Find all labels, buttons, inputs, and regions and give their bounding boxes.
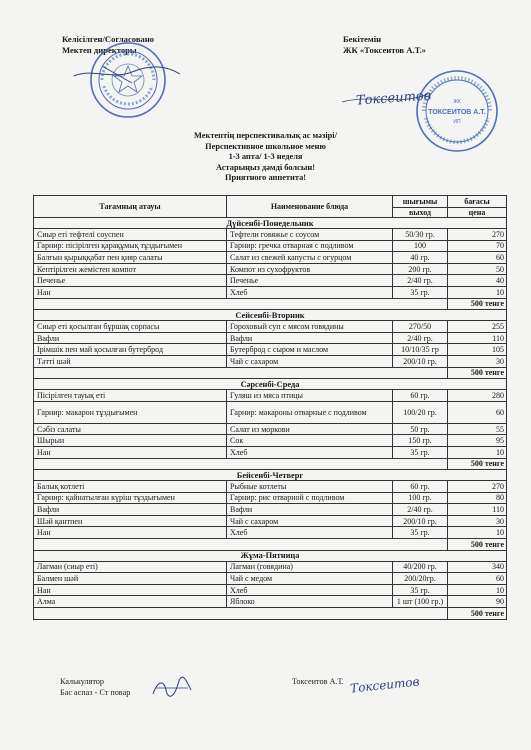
approval-block-right <box>343 34 426 56</box>
day-total-row <box>34 367 507 379</box>
day-header-row <box>34 550 507 561</box>
dish-price: 80 <box>448 492 507 504</box>
dish-portion: 60 гр. <box>393 390 448 402</box>
dish-portion: 2/40 гр. <box>393 275 448 287</box>
dish-name-kz: Гарнир: қайнатылған күріш тұздығымен <box>34 492 227 504</box>
day-total-row <box>34 539 507 551</box>
dish-name-ru: Гарнир: макароны отварные с подливом <box>227 401 393 423</box>
dish-name-ru: Компот из сухофруктов <box>227 263 393 275</box>
dish-portion: 200/10 гр. <box>393 355 448 367</box>
menu-row <box>34 332 507 344</box>
menu-row <box>34 401 507 423</box>
dish-price: 270 <box>448 229 507 241</box>
day-header-row <box>34 218 507 229</box>
day-name: Жұма-Пятница <box>34 550 507 561</box>
day-name: Сәрсенбі-Среда <box>34 379 507 390</box>
dish-portion: 35 гр. <box>393 446 448 458</box>
title-week: 1-3 апта/ 1-3 неделя <box>228 152 303 162</box>
dish-name-ru: Печенье <box>227 275 393 287</box>
cook-signature-icon <box>150 676 194 700</box>
dish-name-ru: Чай с медом <box>227 573 393 585</box>
day-total: 500 тенге <box>448 367 507 379</box>
dish-price: 105 <box>448 344 507 356</box>
dish-price: 30 <box>448 515 507 527</box>
dish-portion: 2/40 гр. <box>393 504 448 516</box>
menu-row <box>34 515 507 527</box>
dish-portion: 40 гр. <box>393 252 448 264</box>
menu-title <box>0 131 531 184</box>
total-spacer <box>34 298 448 310</box>
dish-price: 40 <box>448 275 507 287</box>
menu-row <box>34 275 507 287</box>
menu-row <box>34 435 507 447</box>
dish-name-kz: Тәтті шәй <box>34 355 227 367</box>
dish-price: 270 <box>448 481 507 493</box>
dish-portion: 100 гр. <box>393 492 448 504</box>
day-total-row <box>34 458 507 470</box>
menu-row <box>34 481 507 493</box>
dish-name-kz: Вафли <box>34 332 227 344</box>
total-spacer <box>34 367 448 379</box>
dish-name-kz: Шәй қантпен <box>34 515 227 527</box>
dish-name-kz: Лагман (сиыр еті) <box>34 561 227 573</box>
dish-name-ru: Вафли <box>227 504 393 516</box>
total-spacer <box>34 539 448 551</box>
dish-name-ru: Гороховый суп с мясом говядины <box>227 321 393 333</box>
dish-name-ru: Хлеб <box>227 446 393 458</box>
day-total: 500 тенге <box>448 608 507 620</box>
dish-name-ru: Гарнир: рис отварной с подливом <box>227 492 393 504</box>
total-spacer <box>34 608 448 620</box>
approver-signature-text: Токсеитов <box>355 88 432 109</box>
menu-row <box>34 596 507 608</box>
dish-name-ru: Бутерброд с сыром и маслом <box>227 344 393 356</box>
dish-name-kz: Печенье <box>34 275 227 287</box>
director-signature-icon <box>72 58 182 88</box>
title-line-ru: Перспективное школьное меню <box>205 141 326 151</box>
day-header-row <box>34 470 507 481</box>
menu-body <box>34 218 507 620</box>
head-cook-label: Бас аспаз - Ст повар <box>60 687 131 697</box>
dish-portion: 35 гр. <box>393 584 448 596</box>
dish-name-ru: Чай с сахаром <box>227 515 393 527</box>
dish-portion: 100/20 гр. <box>393 401 448 423</box>
total-spacer <box>34 458 448 470</box>
dish-price: 10 <box>448 584 507 596</box>
menu-row <box>34 504 507 516</box>
col-header-price-kz: бағасы <box>448 196 507 208</box>
dish-name-kz: Сиыр еті қосылған бұршақ сорпасы <box>34 321 227 333</box>
dish-portion: 35 гр. <box>393 527 448 539</box>
title-wish-kz: Астарыңыз дәмді болсын! <box>215 162 316 172</box>
agreed-label: Келісілген/Согласовано <box>62 34 155 44</box>
col-header-price-ru: цена <box>448 208 507 218</box>
calculator-label: Калькулятор <box>60 677 104 686</box>
dish-name-kz: Нан <box>34 584 227 596</box>
dish-portion: 50/30 гр. <box>393 229 448 241</box>
footer-signature <box>349 674 420 695</box>
dish-price: 30 <box>448 355 507 367</box>
menu-row <box>34 321 507 333</box>
col-header-ru: Наименование блюда <box>227 196 393 218</box>
dish-name-ru: Рыбные котлеты <box>227 481 393 493</box>
menu-row <box>34 344 507 356</box>
day-header-row <box>34 310 507 321</box>
dish-name-kz: Алма <box>34 596 227 608</box>
dish-name-kz: Кептірілген жемістен компот <box>34 263 227 275</box>
day-name: Сейсенбі-Вторник <box>34 310 507 321</box>
title-wish-ru: Приятного аппетита! <box>224 173 307 183</box>
menu-row <box>34 446 507 458</box>
day-name: Дүйсенбі-Понедельник <box>34 218 507 229</box>
dish-price: 60 <box>448 573 507 585</box>
dish-price: 110 <box>448 504 507 516</box>
day-total: 500 тенге <box>448 298 507 310</box>
dish-portion: 200/20гр. <box>393 573 448 585</box>
dish-name-ru: Чай с сахаром <box>227 355 393 367</box>
dish-name-kz: Нан <box>34 286 227 298</box>
menu-row <box>34 286 507 298</box>
dish-name-ru: Яблоко <box>227 596 393 608</box>
footer-signature-text: Токсеитов <box>349 674 421 696</box>
dish-price: 110 <box>448 332 507 344</box>
dish-name-kz: Гарнир: пісірілген қарақұмық тұздығымен <box>34 240 227 252</box>
dish-price: 10 <box>448 527 507 539</box>
dish-name-kz: Пісірілген тауық еті <box>34 390 227 402</box>
day-total: 500 тенге <box>448 539 507 551</box>
dish-name-kz: Балғын қырыққабат пен қияр салаты <box>34 252 227 264</box>
dish-name-ru: Хлеб <box>227 584 393 596</box>
title-line-kz: Мектептің перспективалық ас мәзірі/ <box>194 131 337 140</box>
dish-name-ru: Салат из свежей капусты с огурцом <box>227 252 393 264</box>
table-header-row <box>34 196 507 208</box>
dish-name-kz: Сәбіз салаты <box>34 423 227 435</box>
dish-price: 340 <box>448 561 507 573</box>
dish-price: 50 <box>448 263 507 275</box>
day-total-row <box>34 298 507 310</box>
dish-name-kz: Нан <box>34 446 227 458</box>
svg-text:ИП: ИП <box>453 119 461 125</box>
dish-price: 60 <box>448 252 507 264</box>
dish-portion: 60 гр. <box>393 481 448 493</box>
dish-price: 255 <box>448 321 507 333</box>
dish-name-kz: Балмен шәй <box>34 573 227 585</box>
svg-text:ЖК: ЖК <box>453 99 461 105</box>
dish-name-ru: Хлеб <box>227 527 393 539</box>
dish-name-ru: Салат из моркови <box>227 423 393 435</box>
dish-price: 60 <box>448 401 507 423</box>
dish-price: 10 <box>448 286 507 298</box>
col-header-kz: Тағамның атауы <box>34 196 227 218</box>
dish-name-ru: Вафли <box>227 332 393 344</box>
dish-price: 90 <box>448 596 507 608</box>
dish-price: 280 <box>448 390 507 402</box>
day-total-row <box>34 608 507 620</box>
dish-price: 55 <box>448 423 507 435</box>
dish-portion: 50 гр. <box>393 423 448 435</box>
dish-portion: 200/10 гр. <box>393 515 448 527</box>
dish-name-ru: Гарнир: гречка отварная с подливом <box>227 240 393 252</box>
menu-row <box>34 423 507 435</box>
menu-row <box>34 573 507 585</box>
approve-label: Бекітемін <box>343 34 382 44</box>
menu-row <box>34 229 507 241</box>
dish-name-kz: Вафли <box>34 504 227 516</box>
col-header-out-kz: шығымы <box>393 196 448 208</box>
dish-portion: 100 <box>393 240 448 252</box>
menu-row <box>34 240 507 252</box>
dish-name-ru: Хлеб <box>227 286 393 298</box>
day-total: 500 тенге <box>448 458 507 470</box>
menu-row <box>34 584 507 596</box>
dish-portion: 35 гр. <box>393 286 448 298</box>
entrepreneur-label: ЖК «Токсеитов А.Т.» <box>343 45 426 55</box>
dish-name-ru: Лагман (говядина) <box>227 561 393 573</box>
menu-row <box>34 355 507 367</box>
menu-table <box>33 195 507 620</box>
col-header-out-ru: выход <box>393 208 448 218</box>
footer-approver-name: Токсеитов А.Т. <box>292 677 344 686</box>
menu-row <box>34 527 507 539</box>
footer-left <box>60 677 130 698</box>
dish-name-ru: Сок <box>227 435 393 447</box>
dish-portion: 270/50 <box>393 321 448 333</box>
menu-row <box>34 252 507 264</box>
approver-underline-icon <box>340 88 430 108</box>
dish-name-kz: Ірімшік пен май қосылған бутерброд <box>34 344 227 356</box>
menu-row <box>34 492 507 504</box>
menu-row <box>34 561 507 573</box>
dish-price: 10 <box>448 446 507 458</box>
menu-row <box>34 390 507 402</box>
dish-name-kz: Сиыр еті тефтелі соуспен <box>34 229 227 241</box>
dish-name-kz: Балық котлеті <box>34 481 227 493</box>
dish-price: 95 <box>448 435 507 447</box>
dish-portion: 1 шт (100 гр.) <box>393 596 448 608</box>
dish-price: 70 <box>448 240 507 252</box>
menu-row <box>34 263 507 275</box>
dish-portion: 200 гр. <box>393 263 448 275</box>
dish-portion: 2/40 гр. <box>393 332 448 344</box>
day-name: Бейсенбі-Четверг <box>34 470 507 481</box>
dish-name-ru: Тефтели говяжье с соусом <box>227 229 393 241</box>
svg-text:ТОКСЕИТОВ А.Т.: ТОКСЕИТОВ А.Т. <box>428 109 486 116</box>
dish-portion: 40/200 гр. <box>393 561 448 573</box>
day-header-row <box>34 379 507 390</box>
dish-portion: 10/10/35 гр <box>393 344 448 356</box>
footer-right <box>292 677 344 686</box>
dish-name-kz: Нан <box>34 527 227 539</box>
dish-name-kz: Гарнир: макарон тұздығымен <box>34 401 227 423</box>
dish-name-ru: Гуляш из мяса птицы <box>227 390 393 402</box>
dish-name-kz: Шырын <box>34 435 227 447</box>
dish-portion: 150 гр. <box>393 435 448 447</box>
school-director-label: Мектеп директоры <box>62 45 137 55</box>
